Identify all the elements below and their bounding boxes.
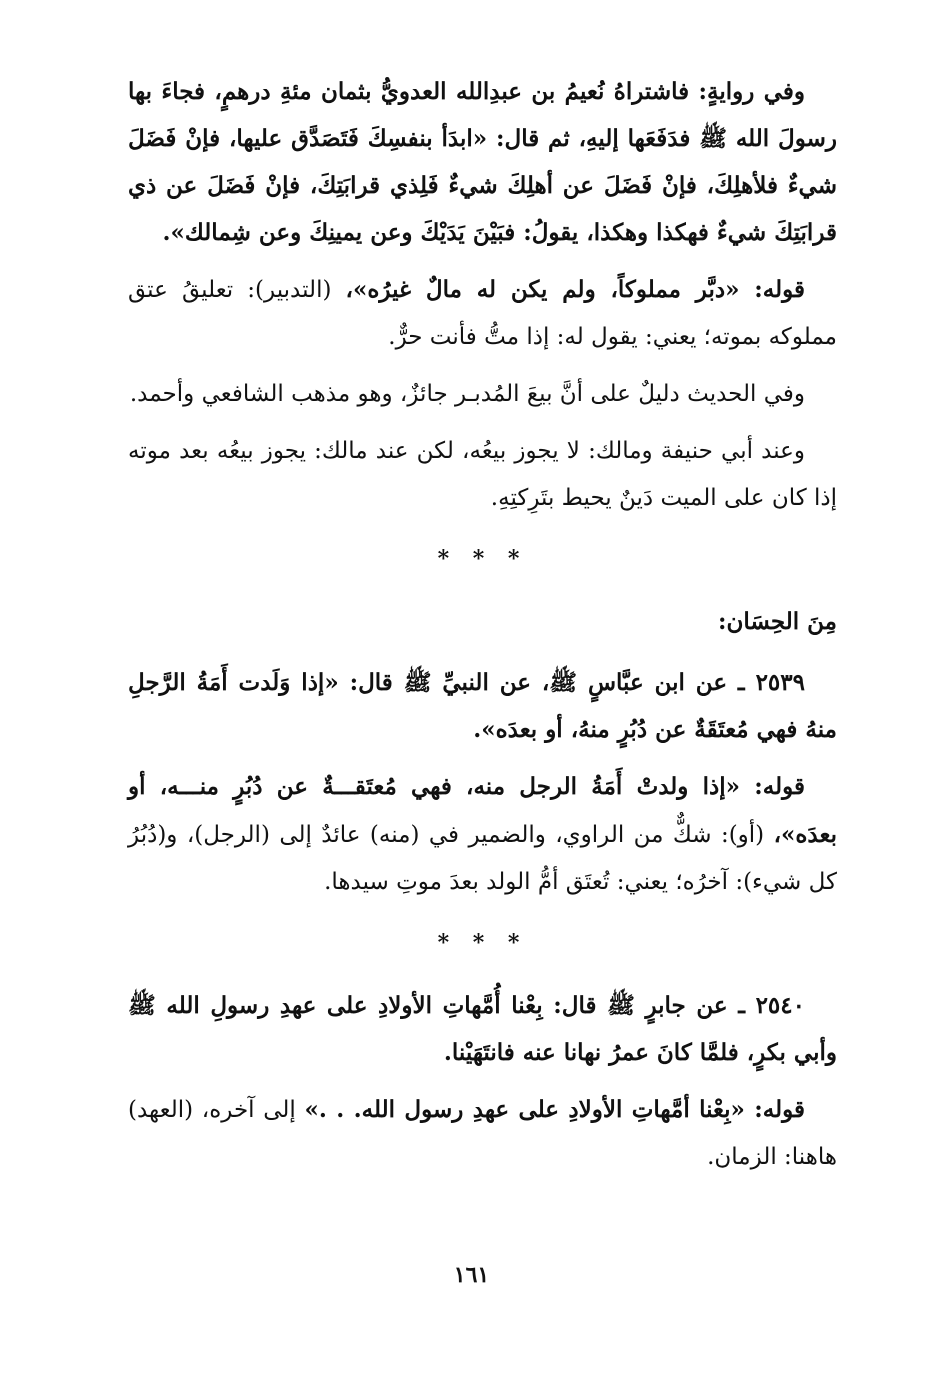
commentary-text: إلى آخره، (العهد) هاهنا: الزمان. <box>128 1097 837 1170</box>
paragraph-tadbir <box>128 266 837 361</box>
paragraph-commentary-2540 <box>128 1086 837 1181</box>
paragraph-narration: وفي روايةٍ: فاشتراهُ نُعيمُ بن عبدِالله العدويُّ بثمان مئةِ درهمٍ، فجاءَ بها رسولَ الله ﷺ فدَفَعَها إليهِ، ثم قال: «ابدَأ بنفسِكَ فَتَصَدَّق عليها، فإنْ فَضَلَ شيءٌ فلأهلِكَ، فإنْ فَضَلَ عن أهلِكَ شيءٌ فَلِذي قرابَتِكَ، فإنْ فَضَلَ عن ذي قرابَتِكَ شيءٌ فهكذا وهكذا، يقولُ: فبَيْنَ يَدَيْكَ وعن يمينِكَ وعن شِمالك». <box>128 78 837 246</box>
paragraph-commentary-2539 <box>128 763 837 906</box>
quote-bold: قوله: «بِعْنا أمَّهاتِ الأولادِ على عهدِ رسول الله. . .» <box>304 1096 806 1123</box>
quote-bold: قوله: «إذا ولدتْ أَمَةُ الرجل منه، فهي مُعتَقـــةٌ عن دُبُرٍ منـــه، أو بعدَه»، <box>128 773 837 848</box>
hadith-2540: ٢٥٤٠ ـ عن جابرٍ ﷺ قال: بِعْنا أُمَّهاتِ الأولادِ على عهدِ رسولِ الله ﷺ وأبي بكرٍ، فلمَّا كانَ عمرُ نهانا عنه فانتَهَيْنا. <box>128 992 837 1066</box>
commentary-text: (أو): شكٌّ من الراوي، والضمير في (منه) عائدٌ إلى (الرجل)، و(دُبُرُ كل شيء): آخرُه؛ يعني: تُعتَق أمُّ الولد بعدَ موتِ سيدها. <box>128 822 837 895</box>
section-separator: * * * <box>437 930 528 956</box>
hadith-2539: ٢٥٣٩ ـ عن ابن عبَّاسٍ ﷺ، عن النبيِّ ﷺ قال: «إذا وَلَدت أَمَةُ الرَّجلِ منهُ فهي مُعتَقَةٌ عن دُبُرٍ منهُ، أو بعدَه». <box>128 669 837 743</box>
section-heading: مِنَ الحِسَان: <box>718 608 837 635</box>
section-separator: * * * <box>437 546 528 572</box>
paragraph-ruling: وفي الحديث دليلٌ على أنَّ بيعَ المُدبـر جائزٌ، وهو مذهب الشافعي وأحمد. <box>129 381 805 407</box>
quote-bold: قوله: «دبَّر مملوكاً، ولم يكن له مالٌ غيرُه»، <box>345 276 805 303</box>
commentary-text: (التدبير): تعليقُ عتق مملوكه بموته؛ يعني: يقول له: إذا متُّ فأنت حرٌّ. <box>128 277 837 350</box>
paragraph-hanafi-maliki: وعند أبي حنيفة ومالك: لا يجوز بيعُه، لكن عند مالك: يجوز بيعُه بعد موته إذا كان على الميت دَينٌ يحيط بتَرِكتِهِ. <box>128 438 837 511</box>
page-number: ١٦١ <box>453 1262 490 1288</box>
